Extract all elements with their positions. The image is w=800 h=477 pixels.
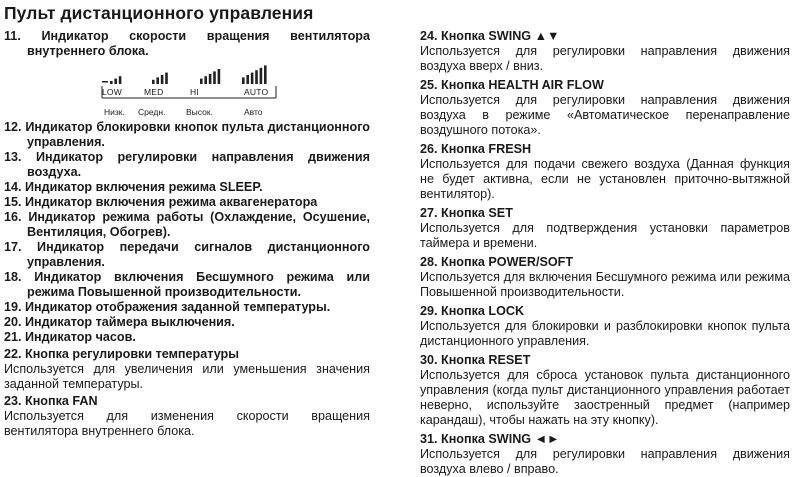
list-item: 16. Индикатор режима работы (Охлаждение, Осушение, Вентиляция, Обогрев). (4, 210, 370, 239)
item-28-desc: Используется для включения Бесшумного режима или режима Повышенной производительности. (420, 270, 790, 299)
fan-speed-bar (161, 75, 164, 84)
item-31-desc: Используется для регулировки направления движения воздуха влево / вправо. (420, 447, 790, 476)
item-25-title: 25. Кнопка HEALTH AIR FLOW (420, 78, 604, 92)
item-29-title: 29. Кнопка LOCK (420, 304, 525, 318)
fan-speed-bar (260, 68, 263, 84)
right-item-26 (420, 142, 790, 202)
item-23-desc: Используется для изменения скорости вращения вентилятора внутреннего блока. (4, 409, 370, 438)
fan-speed-bar (246, 75, 249, 84)
fan-speed-bar (200, 79, 203, 84)
fan-label-hi: HI (190, 87, 199, 97)
fan-label-low: LOW (102, 87, 122, 97)
item-26-title: 26. Кнопка FRESH (420, 142, 532, 156)
page-title: Пульт дистанционного управления (4, 3, 314, 23)
item-11: 11. Индикатор скорости вращения вентилятора внутреннего блока. (4, 29, 370, 58)
left-column (4, 29, 370, 439)
fan-caption-hi: Высок. (186, 107, 213, 117)
list-item: 19. Индикатор отображения заданной температуры. (4, 300, 331, 314)
fan-speed-bar (156, 77, 159, 84)
fan-speed-bars-icon (96, 64, 296, 106)
list-item: 15. Индикатор включения режима аквагенератора (4, 195, 318, 209)
fan-speed-bar (255, 70, 258, 84)
item-23-title: 23. Кнопка FAN (4, 394, 98, 408)
list-item: 17. Индикатор передачи сигналов дистанционного управления. (4, 240, 370, 269)
right-item-30 (420, 353, 790, 428)
fan-speed-bar (242, 77, 245, 84)
fan-caption-med: Средн. (138, 107, 166, 117)
right-item-27 (420, 206, 790, 251)
fan-caption-low: Низк. (104, 107, 125, 117)
fan-speed-bar (251, 73, 254, 84)
fan-label-auto: AUTO (244, 87, 269, 97)
fan-speed-bar (209, 74, 212, 84)
item-27-desc: Используется для подтверждения установки параметров таймера и времени. (420, 221, 790, 250)
item-24-desc: Используется для регулировки направления движения воздуха вверх / вниз. (420, 44, 790, 73)
item-27-title: 27. Кнопка SET (420, 206, 513, 220)
fan-speed-bar (213, 71, 216, 84)
list-item: 20. Индикатор таймера выключения. (4, 315, 235, 329)
indicator-list (4, 120, 370, 345)
list-item: 14. Индикатор включения режима SLEEP. (4, 180, 263, 194)
fan-speed-bar (264, 65, 267, 84)
item-30-desc: Используется для сброса установок пульта дистанционного управления (когда пульт дистанционного управления работает неверно, используйте заостренный предмет (например карандаш), чтобы нажать на эту кнопку). (420, 368, 790, 427)
right-item-25 (420, 78, 790, 138)
fan-speed-bar (114, 79, 117, 84)
item-22-desc: Используется для увеличения или уменьшения значения заданной температуры. (4, 362, 370, 391)
right-item-31 (420, 432, 790, 477)
fan-speed-tick (102, 81, 108, 83)
item-28-title: 28. Кнопка POWER/SOFT (420, 255, 574, 269)
list-item: 12. Индикатор блокировки кнопок пульта дистанционного управления. (4, 120, 370, 149)
fan-label-med: MED (144, 87, 164, 97)
item-29-desc: Используется для блокировки и разблокировки кнопок пульта дистанционного управления. (420, 319, 790, 348)
item-24-title: 24. Кнопка SWING ▲▼ (420, 29, 560, 43)
list-item: 13. Индикатор регулировки направления движения воздуха. (4, 150, 370, 179)
right-item-28 (420, 255, 790, 300)
item-26-desc: Используется для подачи свежего воздуха (Данная функция не будет активна, если не установлен приточно-вытяжной вентилятор). (420, 157, 790, 201)
fan-caption-auto: Авто (244, 107, 263, 117)
item-31-title: 31. Кнопка SWING ◄► (420, 432, 560, 446)
item-25-desc: Используется для регулировки направления движения воздуха в режиме «Автоматическое перенаправление воздушного потока». (420, 93, 790, 137)
item-30-title: 30. Кнопка RESET (420, 353, 531, 367)
fan-speed-bar (110, 81, 113, 84)
right-item-24 (420, 29, 790, 74)
fan-speed-bar (119, 76, 122, 84)
item-22-title: 22. Кнопка регулировки температуры (4, 347, 239, 361)
fan-speed-diagram (96, 64, 296, 118)
fan-speed-bar (165, 73, 168, 84)
list-item: 21. Индикатор часов. (4, 330, 136, 344)
list-item: 18. Индикатор включения Бесшумного режима или режима Повышенной производительности. (4, 270, 370, 299)
right-column (420, 29, 790, 477)
fan-speed-bar (218, 69, 221, 84)
fan-speed-bar (204, 76, 207, 84)
right-item-29 (420, 304, 790, 349)
fan-speed-bar (152, 80, 155, 84)
